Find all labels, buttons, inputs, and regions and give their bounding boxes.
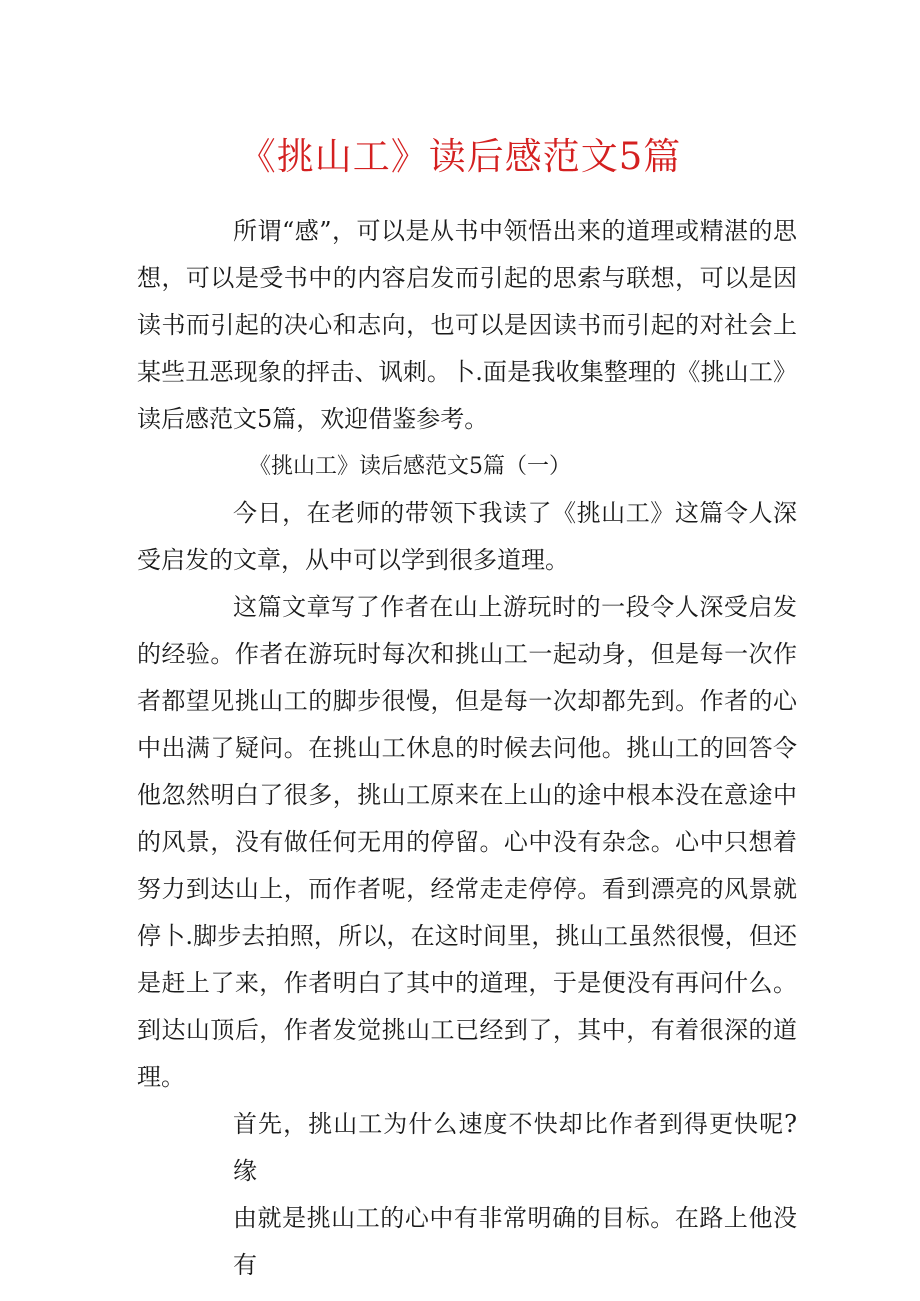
document-title: 《挑山工》读后感范文5篇 bbox=[238, 135, 682, 178]
section-heading: 《挑山工》读后感范文5篇（一） bbox=[249, 454, 571, 479]
document-body bbox=[137, 208, 797, 1289]
intro-paragraph: 所谓“感”，可以是从书中领悟出来的道理或精湛的思想，可以是受书中的内容启发而引起的思索与联想，可以是因读书而引起的决心和志向，也可以是因读书而引起的对社会上某些丑恶现象的抨击、讽刺。卜.面是我收集整理的《挑山工》读后感范文5篇，欢迎借鉴参考。 bbox=[137, 217, 797, 433]
body-paragraph-1: 今日，在老师的带领下我读了《挑山工》这篇令人深受启发的文章，从中可以学到很多道理。 bbox=[137, 499, 797, 574]
tail-line-2: 由就是挑山工的心中有非常明确的目标。在路上他没有 bbox=[233, 1204, 797, 1279]
tail-line-1: 首先，挑山工为什么速度不快却比作者到得更快呢?缘 bbox=[233, 1110, 797, 1185]
body-paragraph-2: 这篇文章写了作者在山上游玩时的一段令人深受启发的经验。作者在游玩时每次和挑山工一起动身，但是每一次作者都望见挑山工的脚步很慢，但是每一次却都先到。作者的心中出满了疑问。在挑山工休息的时候去问他。挑山工的回答令他忽然明白了很多，挑山工原来在上山的途中根本没在意途中的风景，没有做任何无用的停留。心中没有杂念。心中只想着努力到达山上，而作者呢，经常走走停停。看到漂亮的风景就停卜.脚步去拍照，所以，在这时间里，挑山工虽然很慢，但还是赶上了来，作者明白了其中的道理，于是便没有再问什么。到达山顶后，作者发觉挑山工已经到了，其中，有着很深的道理。 bbox=[137, 593, 797, 1091]
